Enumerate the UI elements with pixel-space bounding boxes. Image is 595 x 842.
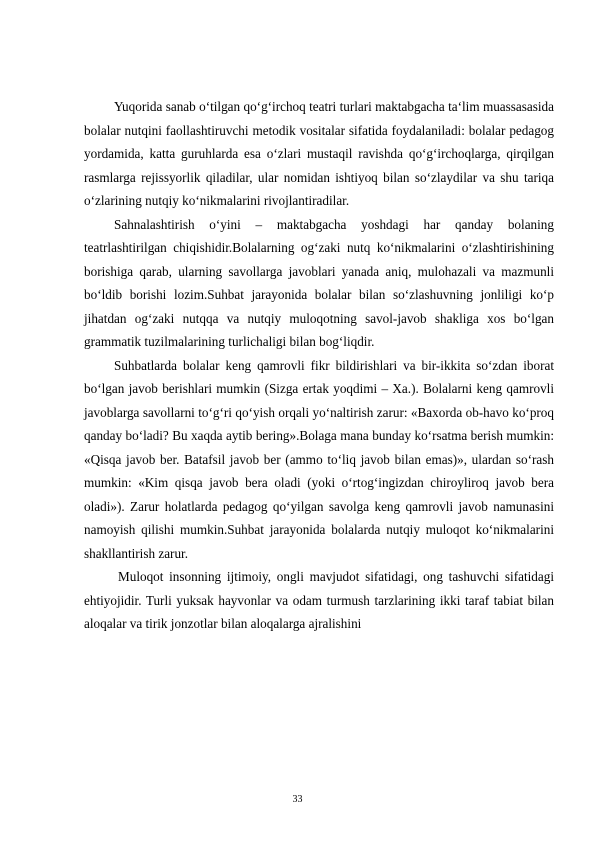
paragraph-conversations: Suhbatlarda bolalar keng qamrovli fikr bildirishlari va bir-ikkita so‘zdan iborat bo‘lgan javob berishlari mumkin (Sizga ertak yoqdimi – Xa.). Bolalarni keng qamrovli javoblarga savollarni to‘g‘ri qo‘yish orqali yo‘naltirish zarur: «Baxorda ob-havo ko‘proq qanday bo‘ladi? Bu xaqda aytib bering».Bolaga mana bunday ko‘rsatma berish mumkin: «Qisqa javob ber. Batafsil javob ber (ammo to‘liq javob bilan emas)», ulardan so‘rash mumkin: «Kim qisqa javob bera oladi (yoki o‘rtog‘ingizdan chiroyliroq javob bera oladi»). Zarur holatlarda pedagog qo‘yilgan savolga keng qamrovli javob namunasini namoyish qilishi mumkin.Suhbat jarayonida bolalarda nutqiy muloqot ko‘nikmalarini shakllantirish zarur.: [84, 357, 554, 561]
body-text: [84, 95, 554, 636]
paragraph-communication: Muloqot insonning ijtimoiy, ongli mavjudot sifatidagi, ong tashuvchi sifatidagi ehtiyojidir. Turli yuksak hayvonlar va odam turmush tarzlarining ikki taraf tabiat bilan aloqalar va tirik jonzotlar bilan aloqalarga ajralishini: [84, 569, 554, 631]
paragraph-puppet-theatre: Yuqorida sanab o‘tilgan qo‘g‘irchoq teatri turlari maktabgacha ta‘lim muassasasida bolalar nutqini faollashtiruvchi metodik vositalar sifatida foydalaniladi: bolalar pedagog yordamida, katta guruhlarda esa o‘zlari mustaqil ravishda qo‘g‘irchoqlarga, qirqilgan rasmlarga rejissyorlik qiladilar, ular nomidan ishtiyoq bilan so‘zlaydilar va shu tariqa o‘zlarining nutqiy ko‘nikmalarini rivojlantiradilar.: [84, 99, 554, 208]
page-number: 33: [292, 794, 303, 805]
paragraph-dramatization: Sahnalashtirish o‘yini – maktabgacha yoshdagi har qanday bolaning teatrlashtirilgan chiqishidir.Bolalarning og‘zaki nutq ko‘nikmalarini o‘zlashtirishining borishiga qarab, ularning savollarga javoblari yanada aniq, mulohazali va mazmunli bo‘ldib borishi lozim.Suhbat jarayonida bolalar bilan so‘zlashuvning jonliligi ko‘p jihatdan og‘zaki nutqqa va nutqiy muloqotning savol-javob shakliga xos bo‘lgan grammatik tuzilmalarining turlichaligi bilan bog‘liqdir.: [84, 216, 554, 349]
